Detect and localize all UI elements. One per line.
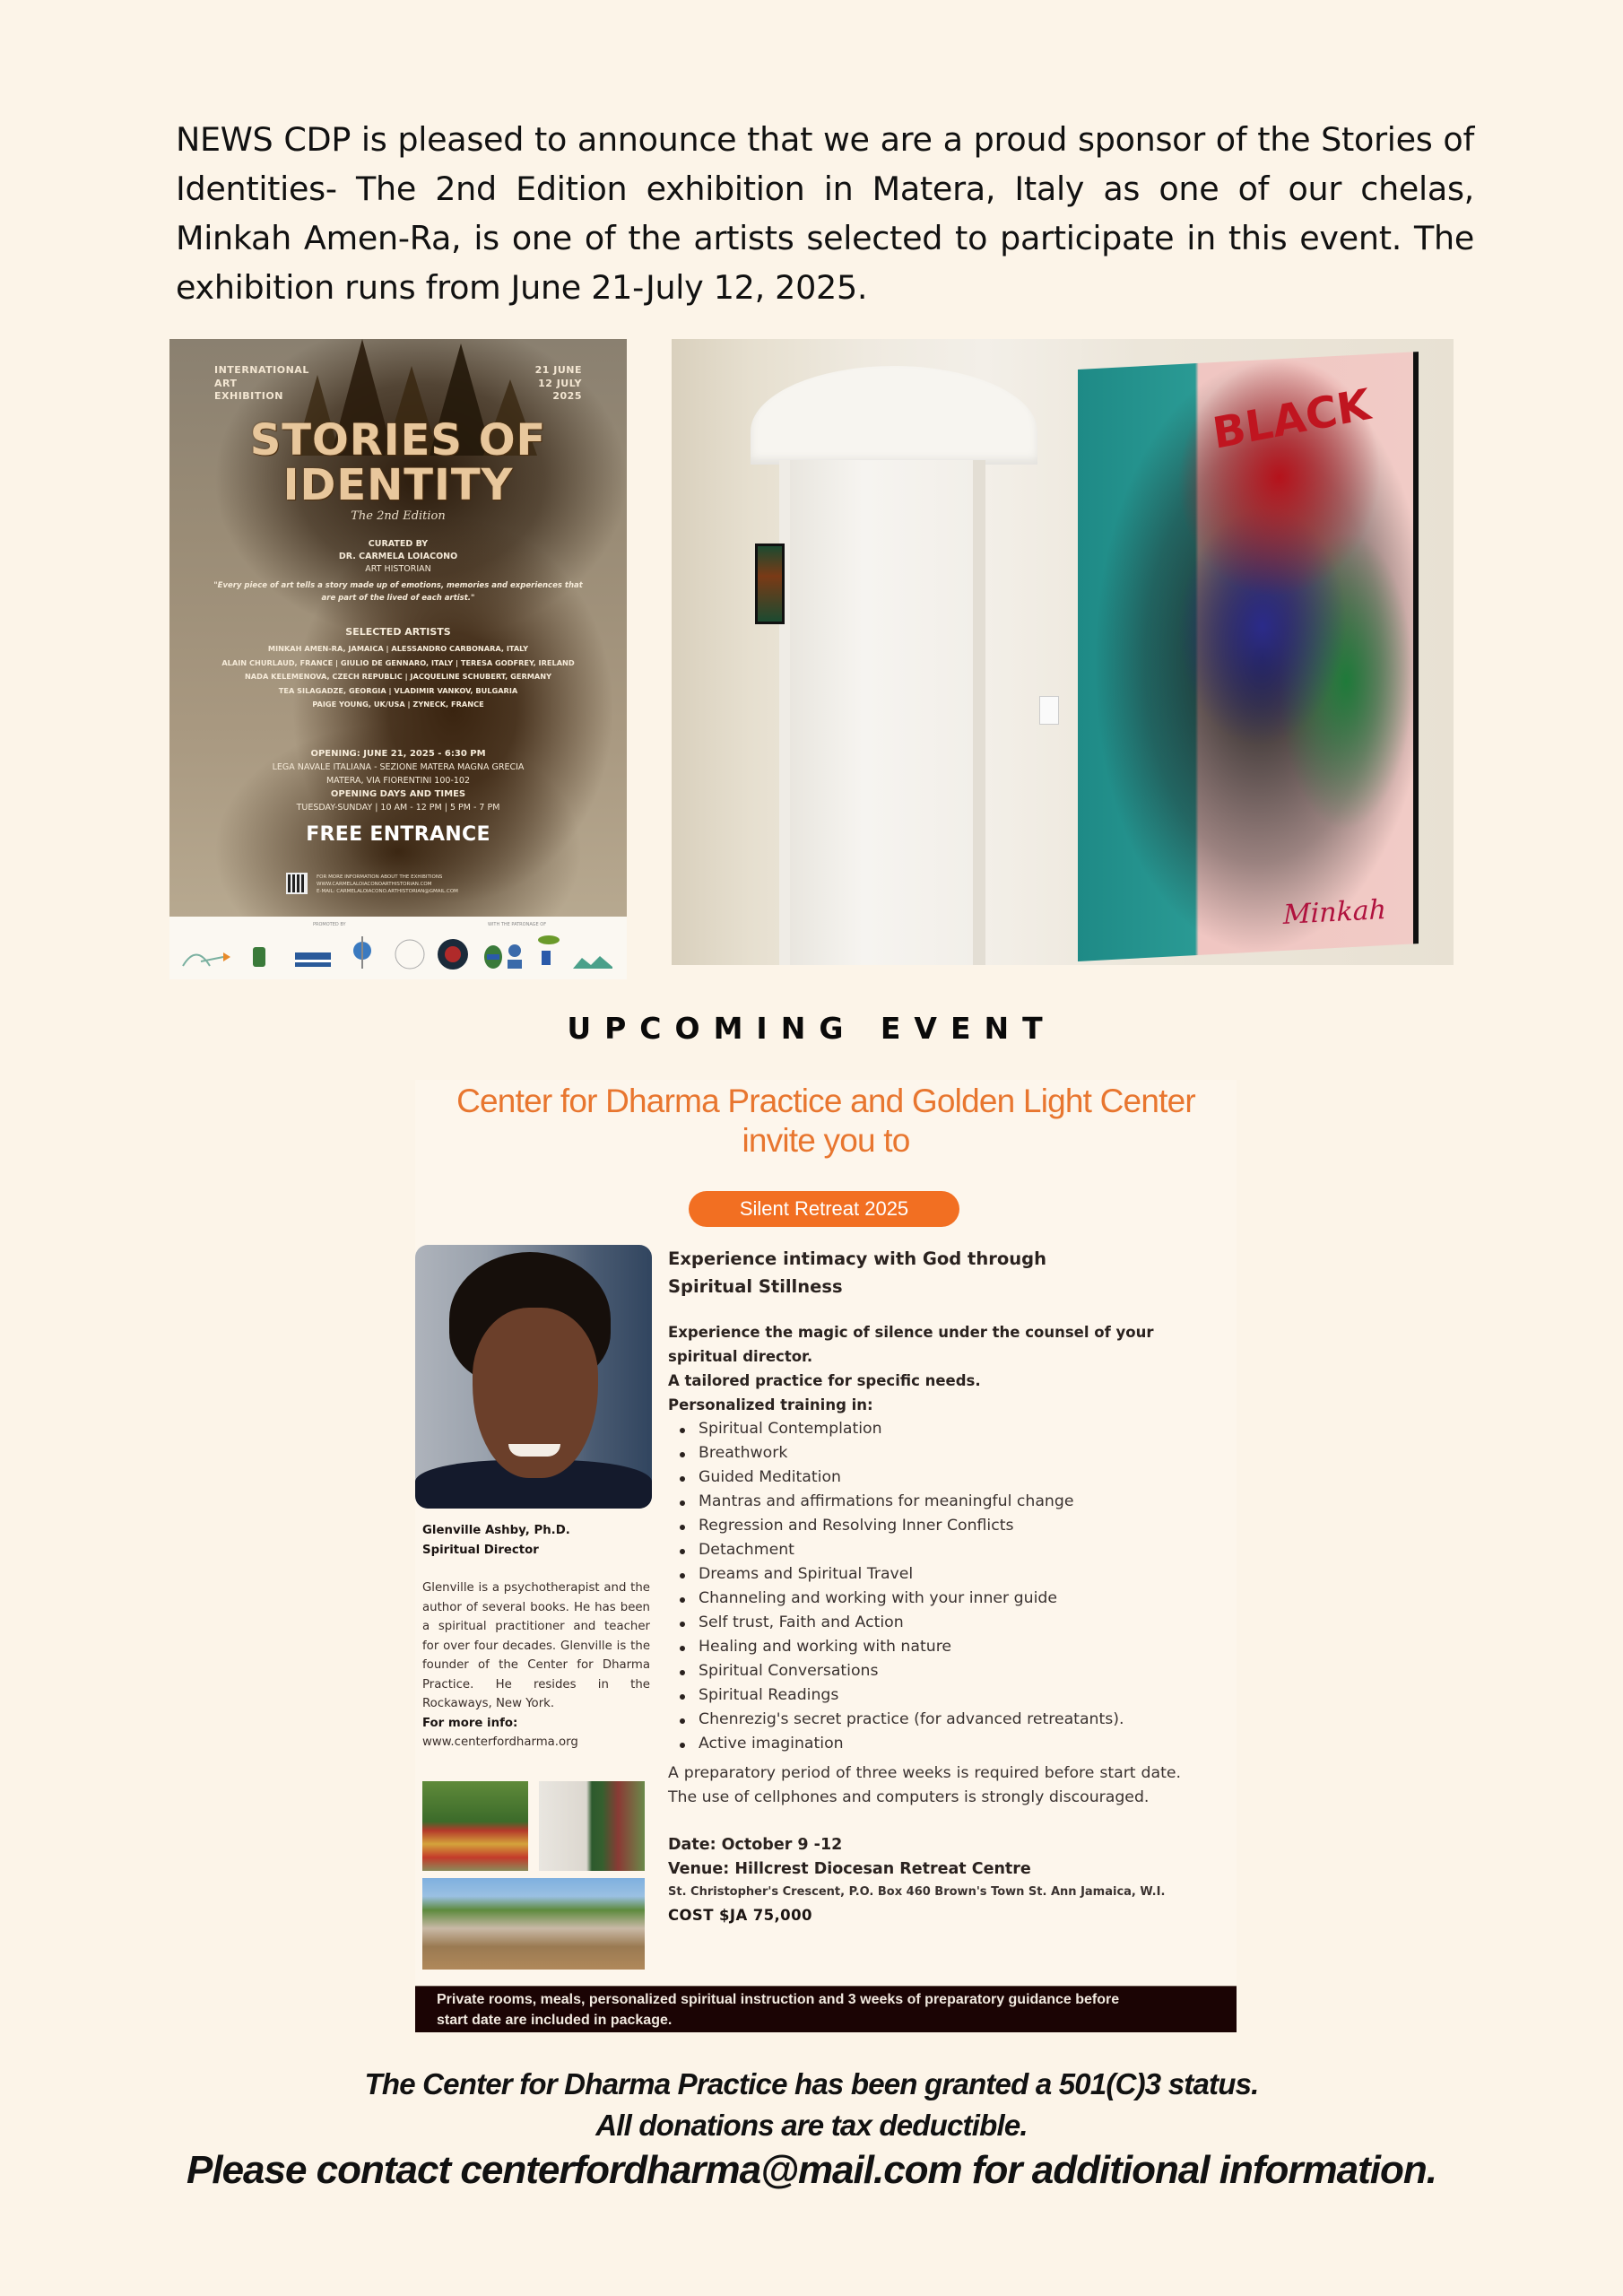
- training-item: Mantras and affirmations for meaningful change: [668, 1490, 1183, 1514]
- more-info-label: For more info:: [422, 1716, 518, 1730]
- training-item: Channeling and working with your inner guide: [668, 1587, 1183, 1611]
- director-bio-text: Glenville is a psychotherapist and the author of several books. He has been a spiritual practitioner and teacher for over four decades. Glenville is the founder of the Center for Dharma Practice. He resides in the Rockaways, New York.: [422, 1581, 650, 1710]
- qr-code-icon: [286, 873, 308, 894]
- poster-title: STORIES OF IDENTITY: [249, 415, 547, 510]
- retreat-tagline: Experience intimacy with God through Spiritual Stillness: [668, 1248, 1046, 1297]
- training-item: Spiritual Contemplation: [668, 1417, 1183, 1441]
- retreat-venue: Venue: Hillcrest Diocesan Retreat Centre: [668, 1860, 1031, 1878]
- circular-seal-icon: [394, 938, 426, 970]
- poster-exhibition-type: INTERNATIONAL ART EXHIBITION: [214, 364, 309, 402]
- medallion-icon: [437, 938, 469, 970]
- stone-arch: [751, 366, 1037, 465]
- training-item: Spiritual Conversations: [668, 1659, 1183, 1683]
- retreat-date: Date: October 9 -12: [668, 1836, 843, 1854]
- unesco-icon: [506, 944, 524, 970]
- artist-signature: Minkah: [1282, 893, 1386, 932]
- comune-matera-crest-icon: [483, 944, 503, 970]
- poster-curator: CURATED BY DR. CARMELA LOIACONO ART HISTORIAN: [338, 539, 458, 574]
- poster-opening-info: OPENING: JUNE 21, 2025 - 6:30 PM LEGA NAVALE ITALIANA - SEZIONE MATERA MAGNA GRECIA MATERA, VIA FIORENTINI 100-102 OPENING DAYS AND TIMES TUESDAY-SUNDAY | 10 AM - 12 PM | 5 PM - 7 PM: [272, 749, 525, 813]
- poster-sponsor-logos: PROMOTED BY WITH THE PATRONAGE OF: [169, 917, 627, 979]
- director-title: Spiritual Director: [422, 1543, 539, 1557]
- silent-retreat-badge: Silent Retreat 2025: [689, 1191, 959, 1227]
- building-photo: [539, 1781, 645, 1871]
- regiment-crest-icon: [250, 945, 268, 970]
- package-inclusions-banner: Private rooms, meals, personalized spiritual instruction and 3 weeks of preparatory guidance before start date are included in package.: [415, 1986, 1237, 2032]
- doorway: [779, 460, 985, 965]
- provincia-matera-icon: [537, 935, 560, 970]
- training-item: Active imagination: [668, 1732, 1183, 1756]
- director-bio: [422, 1521, 650, 1752]
- retreat-cost: COST $JA 75,000: [668, 1907, 812, 1924]
- poster-selected-artists-heading: SELECTED ARTISTS: [345, 626, 451, 638]
- training-item: Spiritual Readings: [668, 1683, 1183, 1708]
- news-announcement: NEWS CDP is pleased to announce that we are a proud sponsor of the Stories of Identities- The 2nd Edition exhibition in Matera, Italy as one of our chelas, Minkah Amen-Ra, is one of the artists selected to participate in this event. The exhibition runs from June 21-July 12, 2025.: [176, 120, 1474, 307]
- training-item: Detachment: [668, 1538, 1183, 1562]
- poster-quote: "Every piece of art tells a story made up of emotions, memories and experiences that are part of the lived of each artist.": [213, 581, 583, 603]
- training-item: Dreams and Spiritual Travel: [668, 1562, 1183, 1587]
- poster-more-info: FOR MORE INFORMATION ABOUT THE EXHIBITIONS WWW.CARMELALOIACONOARTHISTORIAN.COM E-MAIL: CARMELALOIACONO.ARTHISTORIAN@GMAIL.COM: [286, 873, 555, 900]
- nonprofit-status: The Center for Dharma Practice has been granted a 501(C)3 status.: [364, 2067, 1259, 2100]
- director-name: Glenville Ashby, Ph.D.: [422, 1524, 570, 1537]
- director-portrait: [415, 1245, 652, 1509]
- retreat-details: [668, 1245, 1183, 1928]
- wall-label: [1039, 696, 1059, 725]
- retreat-intro: Experience the magic of silence under the counsel of your spiritual director. A tailored practice for specific needs. Personalized training in:: [668, 1324, 1154, 1413]
- exhibition-gallery-photo: [672, 339, 1454, 965]
- training-item: Breathwork: [668, 1441, 1183, 1465]
- retreat-address: St. Christopher's Crescent, P.O. Box 460 Brown's Town St. Ann Jamaica, W.I.: [668, 1885, 1166, 1899]
- minkah-painting: BLACK Minkah: [1078, 352, 1419, 961]
- poster-free-entrance: FREE ENTRANCE: [306, 823, 490, 846]
- basilicata-logo-icon: [573, 952, 612, 970]
- poster-edition: The 2nd Edition: [351, 509, 446, 523]
- flyer-headline: Center for Dharma Practice and Golden Light Center invite you to: [456, 1083, 1195, 1159]
- small-framed-artwork: [755, 544, 785, 624]
- venue-photos: [422, 1781, 647, 1970]
- water-logo-icon: [295, 947, 331, 970]
- labyrinth-photo: [422, 1781, 528, 1871]
- training-list: [668, 1417, 1183, 1756]
- training-item: Regression and Resolving Inner Conflicts: [668, 1514, 1183, 1538]
- association-logo-icon: [178, 944, 232, 970]
- more-info-link[interactable]: www.centerfordharma.org: [422, 1735, 578, 1749]
- donations-note: All donations are tax deductible.: [595, 2109, 1028, 2142]
- poster-artist-list: MINKAH AMEN-RA, JAMAICA | ALESSANDRO CARBONARA, ITALY ALAIN CHURLAUD, FRANCE | GIULIO DE GENNARO, ITALY | TERESA GODFREY, IRELAND NADA KELEMENOVA, CZECH REPUBLIC | JACQUELINE SCHUBERT, GERMANY TEA SILAGADZE, GEORGIA | VLADIMIR VANKOV, BULGARIA PAIGE YOUNG, UK/USA | ZYNECK, FRANCE: [221, 644, 575, 709]
- upcoming-event-heading: UPCOMING EVENT: [567, 1011, 1056, 1046]
- training-item: Healing and working with nature: [668, 1635, 1183, 1659]
- grounds-photo: [422, 1878, 645, 1970]
- training-item: Chenrezig's secret practice (for advanced retreatants).: [668, 1708, 1183, 1732]
- training-item: Self trust, Faith and Action: [668, 1611, 1183, 1635]
- retreat-flyer: [415, 1080, 1237, 2032]
- contact-line: Please contact centerfordharma@mail.com for additional information.: [187, 2148, 1436, 2192]
- preparatory-note: A preparatory period of three weeks is required before start date. The use of cellphones and computers is strongly discouraged.: [668, 1764, 1181, 1806]
- exhibition-poster: [169, 339, 627, 979]
- training-item: Guided Meditation: [668, 1465, 1183, 1490]
- naval-league-anchor-icon: [349, 935, 376, 970]
- poster-dates: 21 JUNE 12 JULY 2025: [534, 364, 582, 402]
